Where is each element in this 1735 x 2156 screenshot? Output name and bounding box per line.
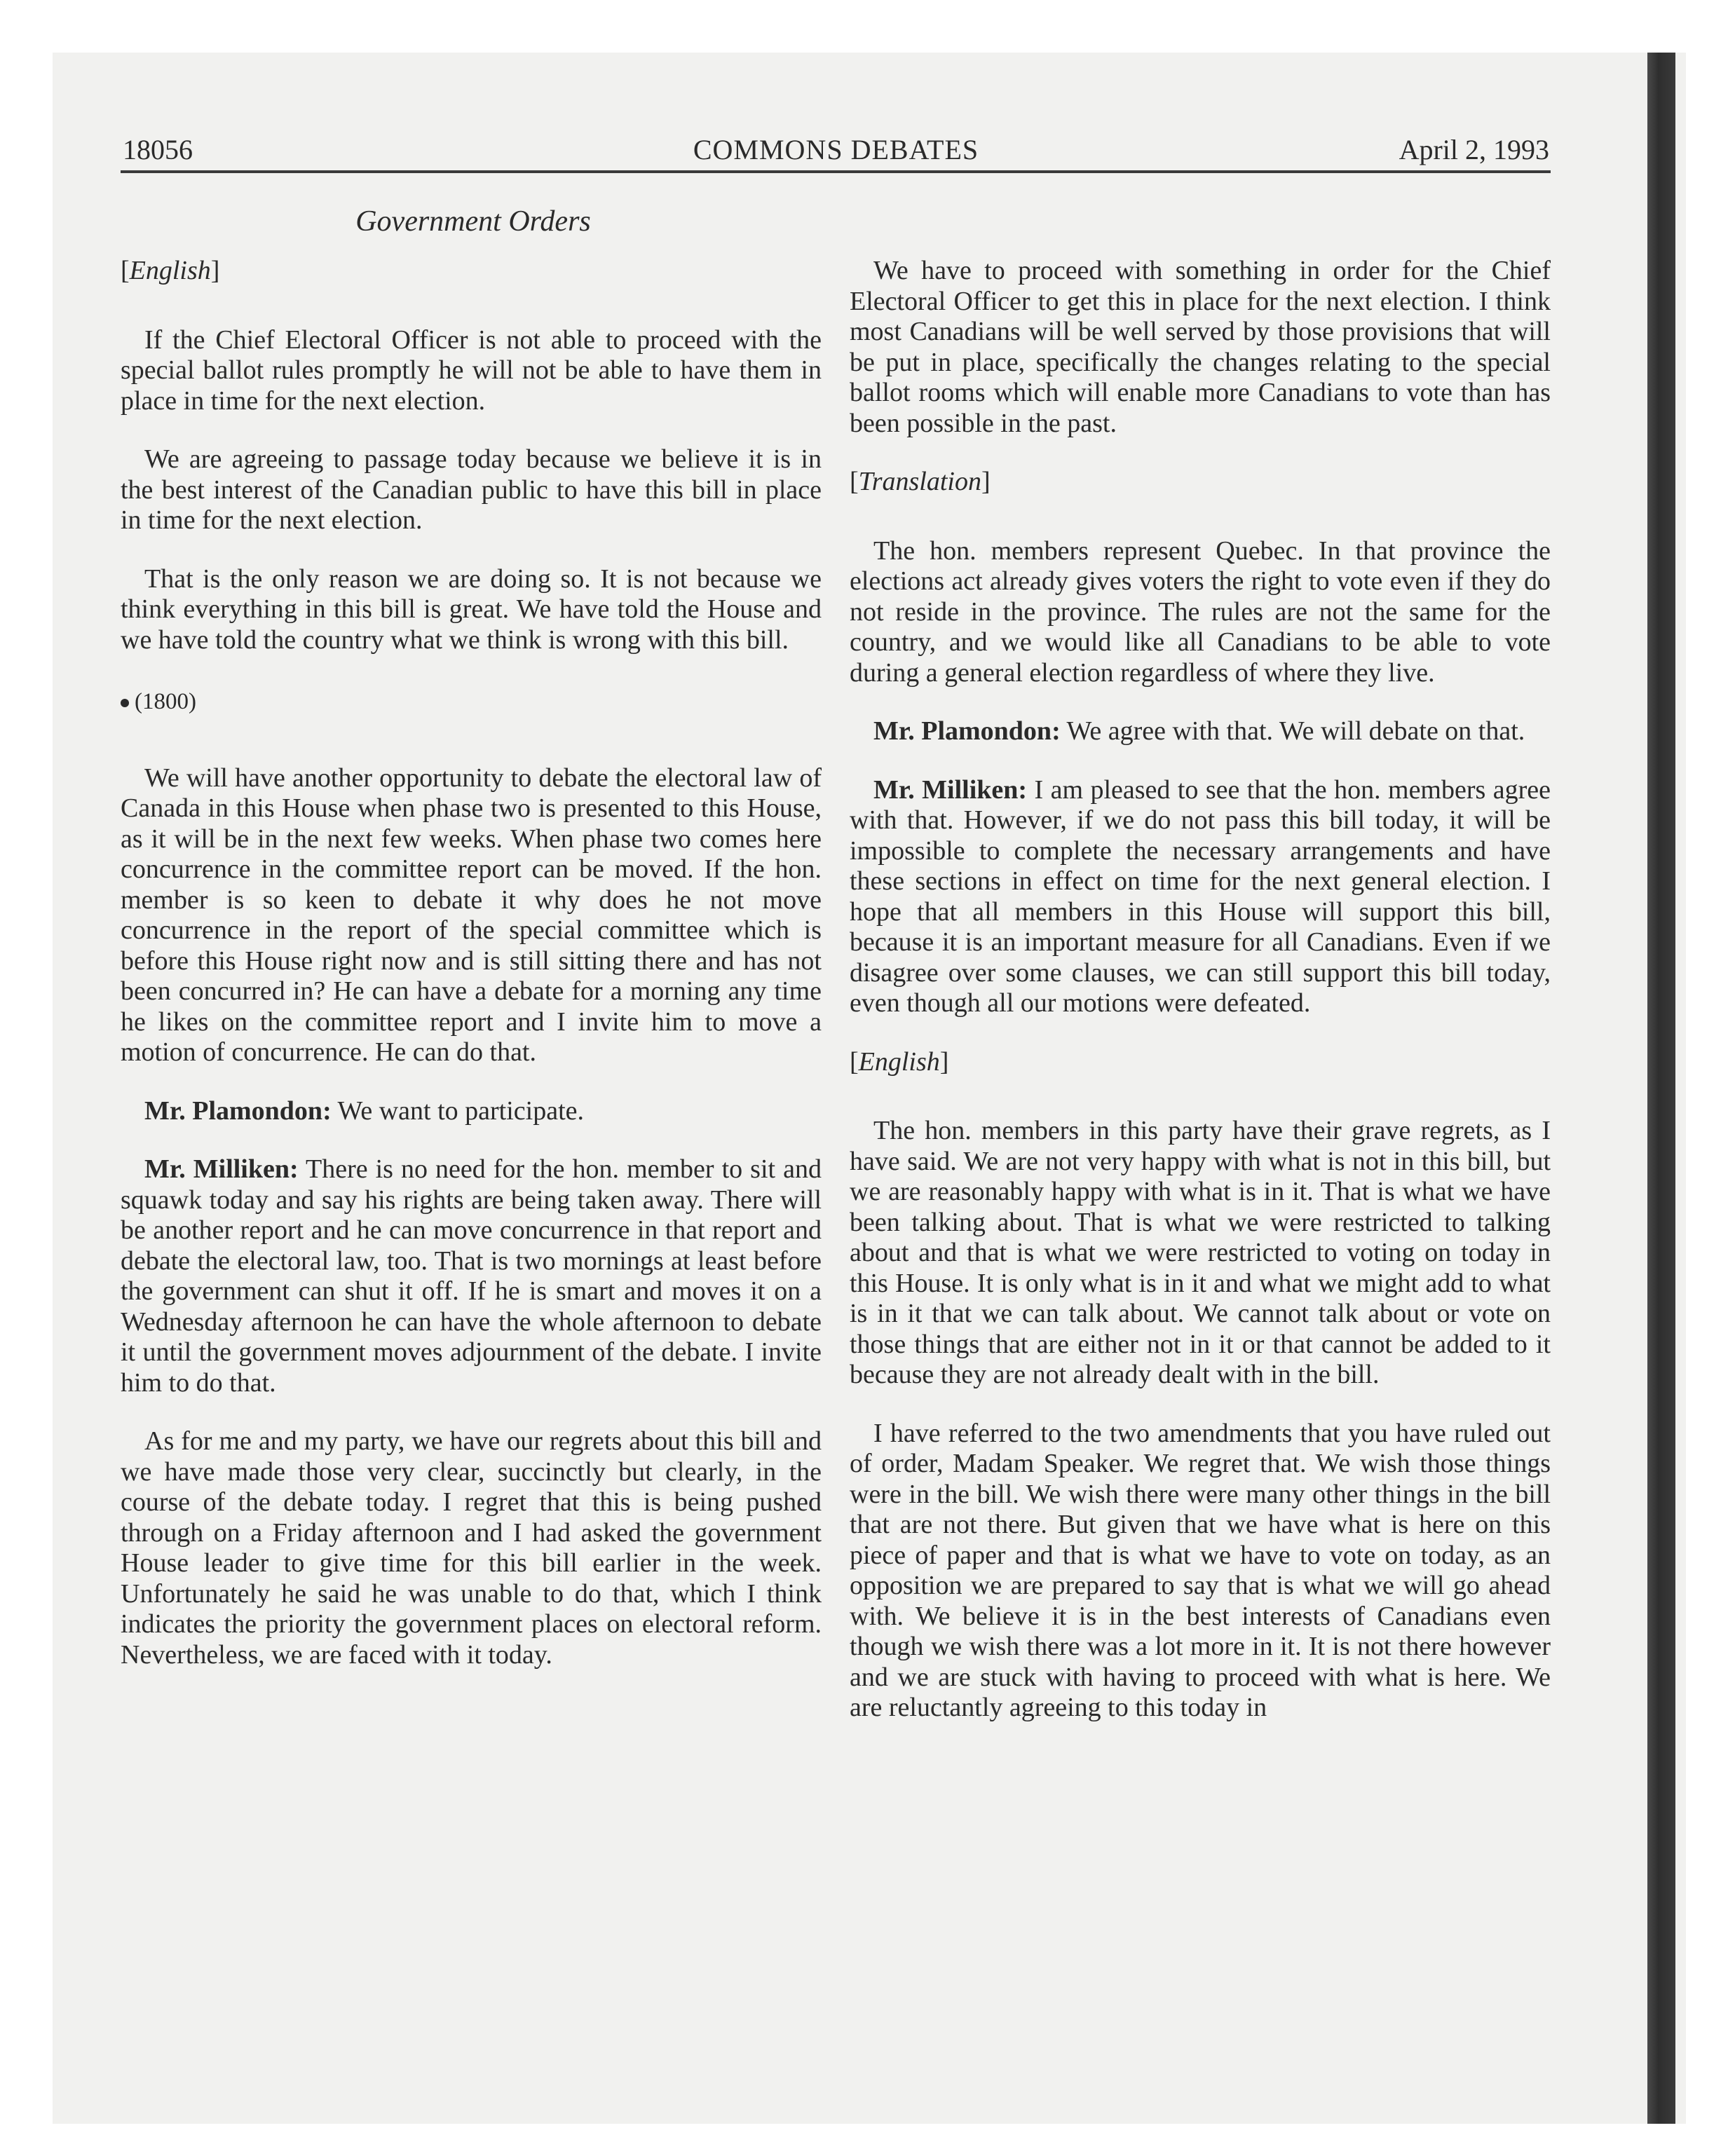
speech [850, 716, 1551, 747]
paragraph: If the Chief Electoral Officer is not able to proceed with the special ballot rules promptly he will not be able to have them in place in time for the next election. [121, 325, 822, 416]
page-date: April 2, 1993 [1399, 134, 1549, 165]
page-number: 18056 [123, 134, 193, 165]
left-column [121, 256, 822, 1698]
paragraph: As for me and my party, we have our regrets about this bill and we have made those very clear, succinctly but clearly, in the course of the debate today. I regret that this is being pushed through on a Friday afternoon and I had asked the government House leader to give time for this bill earlier in the week. Unfortunately he said he was unable to do that, which I think indicates the priority the government places on electoral reform. Nevertheless, we are faced with it today. [121, 1426, 822, 1670]
language-tag-text: Translation [858, 467, 981, 496]
speaker-name: Mr. Plamondon: [144, 1096, 332, 1126]
speech [121, 1154, 822, 1398]
time-marker [121, 687, 822, 718]
publication-title: COMMONS DEBATES [693, 134, 979, 165]
speech [850, 775, 1551, 1019]
speech-text: I am pleased to see that the hon. members agree with that. However, if we do not pass this bill today, it will be impossible to complete the necessary arrangements and have these sections in effect on time for the next general election. I hope that all members in this House will support this bill, because it is an important measure for all Canadians. Even if we disagree over some clauses, we can still support this bill today, even though all our motions were defeated. [850, 775, 1551, 1018]
language-tag: [Translation] [850, 467, 991, 496]
language-tag: [English] [850, 1046, 949, 1077]
paragraph: We are agreeing to passage today because we believe it is in the best interest of the Canadian public to have this bill in place in time for the next election. [121, 444, 822, 535]
paragraph: The hon. members represent Quebec. In that province the elections act already gives voters the right to vote even if they do not reside in the province. The rules are not the same for the country, and we would like all Canadians to be able to vote during a general election regardless of where they live. [850, 535, 1551, 688]
language-tag-text: English [129, 256, 211, 285]
speech-text: We want to participate. [331, 1096, 585, 1126]
language-tag-text: English [858, 1046, 940, 1077]
paragraph: The hon. members in this party have their grave regrets, as I have said. We are not very happy with what is not in this bill, but we are reasonably happy with what is in it. That is what we have been talking about. That is what we were restricted to talking about and that is what we were restricted to voting on today in this House. It is only what is in it and what we might add to what is in it that we can talk about. We cannot talk about or vote on those things that are either not in it or that cannot be added to it because they are not already dealt with in the bill. [850, 1116, 1551, 1389]
paragraph: We have to proceed with something in order for the Chief Electoral Officer to get this in place for the next election. I think most Canadians will be well served by those provisions that will be put in place, specifically the changes relating to the special ballot rooms which will enable more Canadians to vote than has been possible in the past. [850, 256, 1551, 438]
speaker-name: Mr. Milliken: [144, 1154, 299, 1184]
speech [121, 1096, 822, 1127]
section-title: Government Orders [355, 205, 591, 238]
paragraph: That is the only reason we are doing so. It is not because we think everything in this bill is great. We have told the House and we have told the country what we think is wrong with this bill. [121, 564, 822, 655]
scan-edge-shadow [1647, 53, 1675, 2124]
header-rule [121, 170, 1551, 173]
paragraph: I have referred to the two amendments that you have ruled out of order, Madam Speaker. We regret that. We wish those things were in the bill. We wish there were many other things in the bill that are not there. But given that we have what is here on this piece of paper and that is what we have to vote on today, as an opposition we are prepared to say that is what we will go ahead with. We believe it is in the best interests of Canadians even though we wish there was a lot more in it. It is not there however and we are stuck with having to proceed with what is here. We are reluctantly agreeing to this today in [850, 1418, 1551, 1722]
speech-text: There is no need for the hon. member to sit and squawk today and say his rights are being taken away. There will be another report and he can move concurrence in that report and debate the electoral law, too. That is two mornings at least before the government can shut it off. If he is smart and moves it on a Wednesday afternoon he can have the whole afternoon to debate it until the government moves adjournment of the debate. I invite him to do that. [121, 1154, 822, 1398]
page-header [123, 133, 1549, 172]
speaker-name: Mr. Plamondon: [873, 716, 1061, 746]
right-column [850, 256, 1551, 1752]
speaker-name: Mr. Milliken: [873, 775, 1028, 805]
bullet-icon [121, 699, 129, 707]
language-tag: [English] [121, 256, 220, 285]
time-marker-text: (1800) [135, 689, 196, 714]
paragraph: We will have another opportunity to debate the electoral law of Canada in this House when phase two is presented to this House, as it will be in the next few weeks. When phase two comes here concurrence in the committee report can be moved. If the hon. member is so keen to debate it why does he not move concurrence in the report of the special committee which is before this House right now and is still sitting there and has not been concurred in? He can have a debate for a morning any time he likes on the committee report and I invite him to move a motion of concurrence. He can do that. [121, 763, 822, 1067]
speech-text: We agree with that. We will debate on that. [1060, 716, 1525, 746]
